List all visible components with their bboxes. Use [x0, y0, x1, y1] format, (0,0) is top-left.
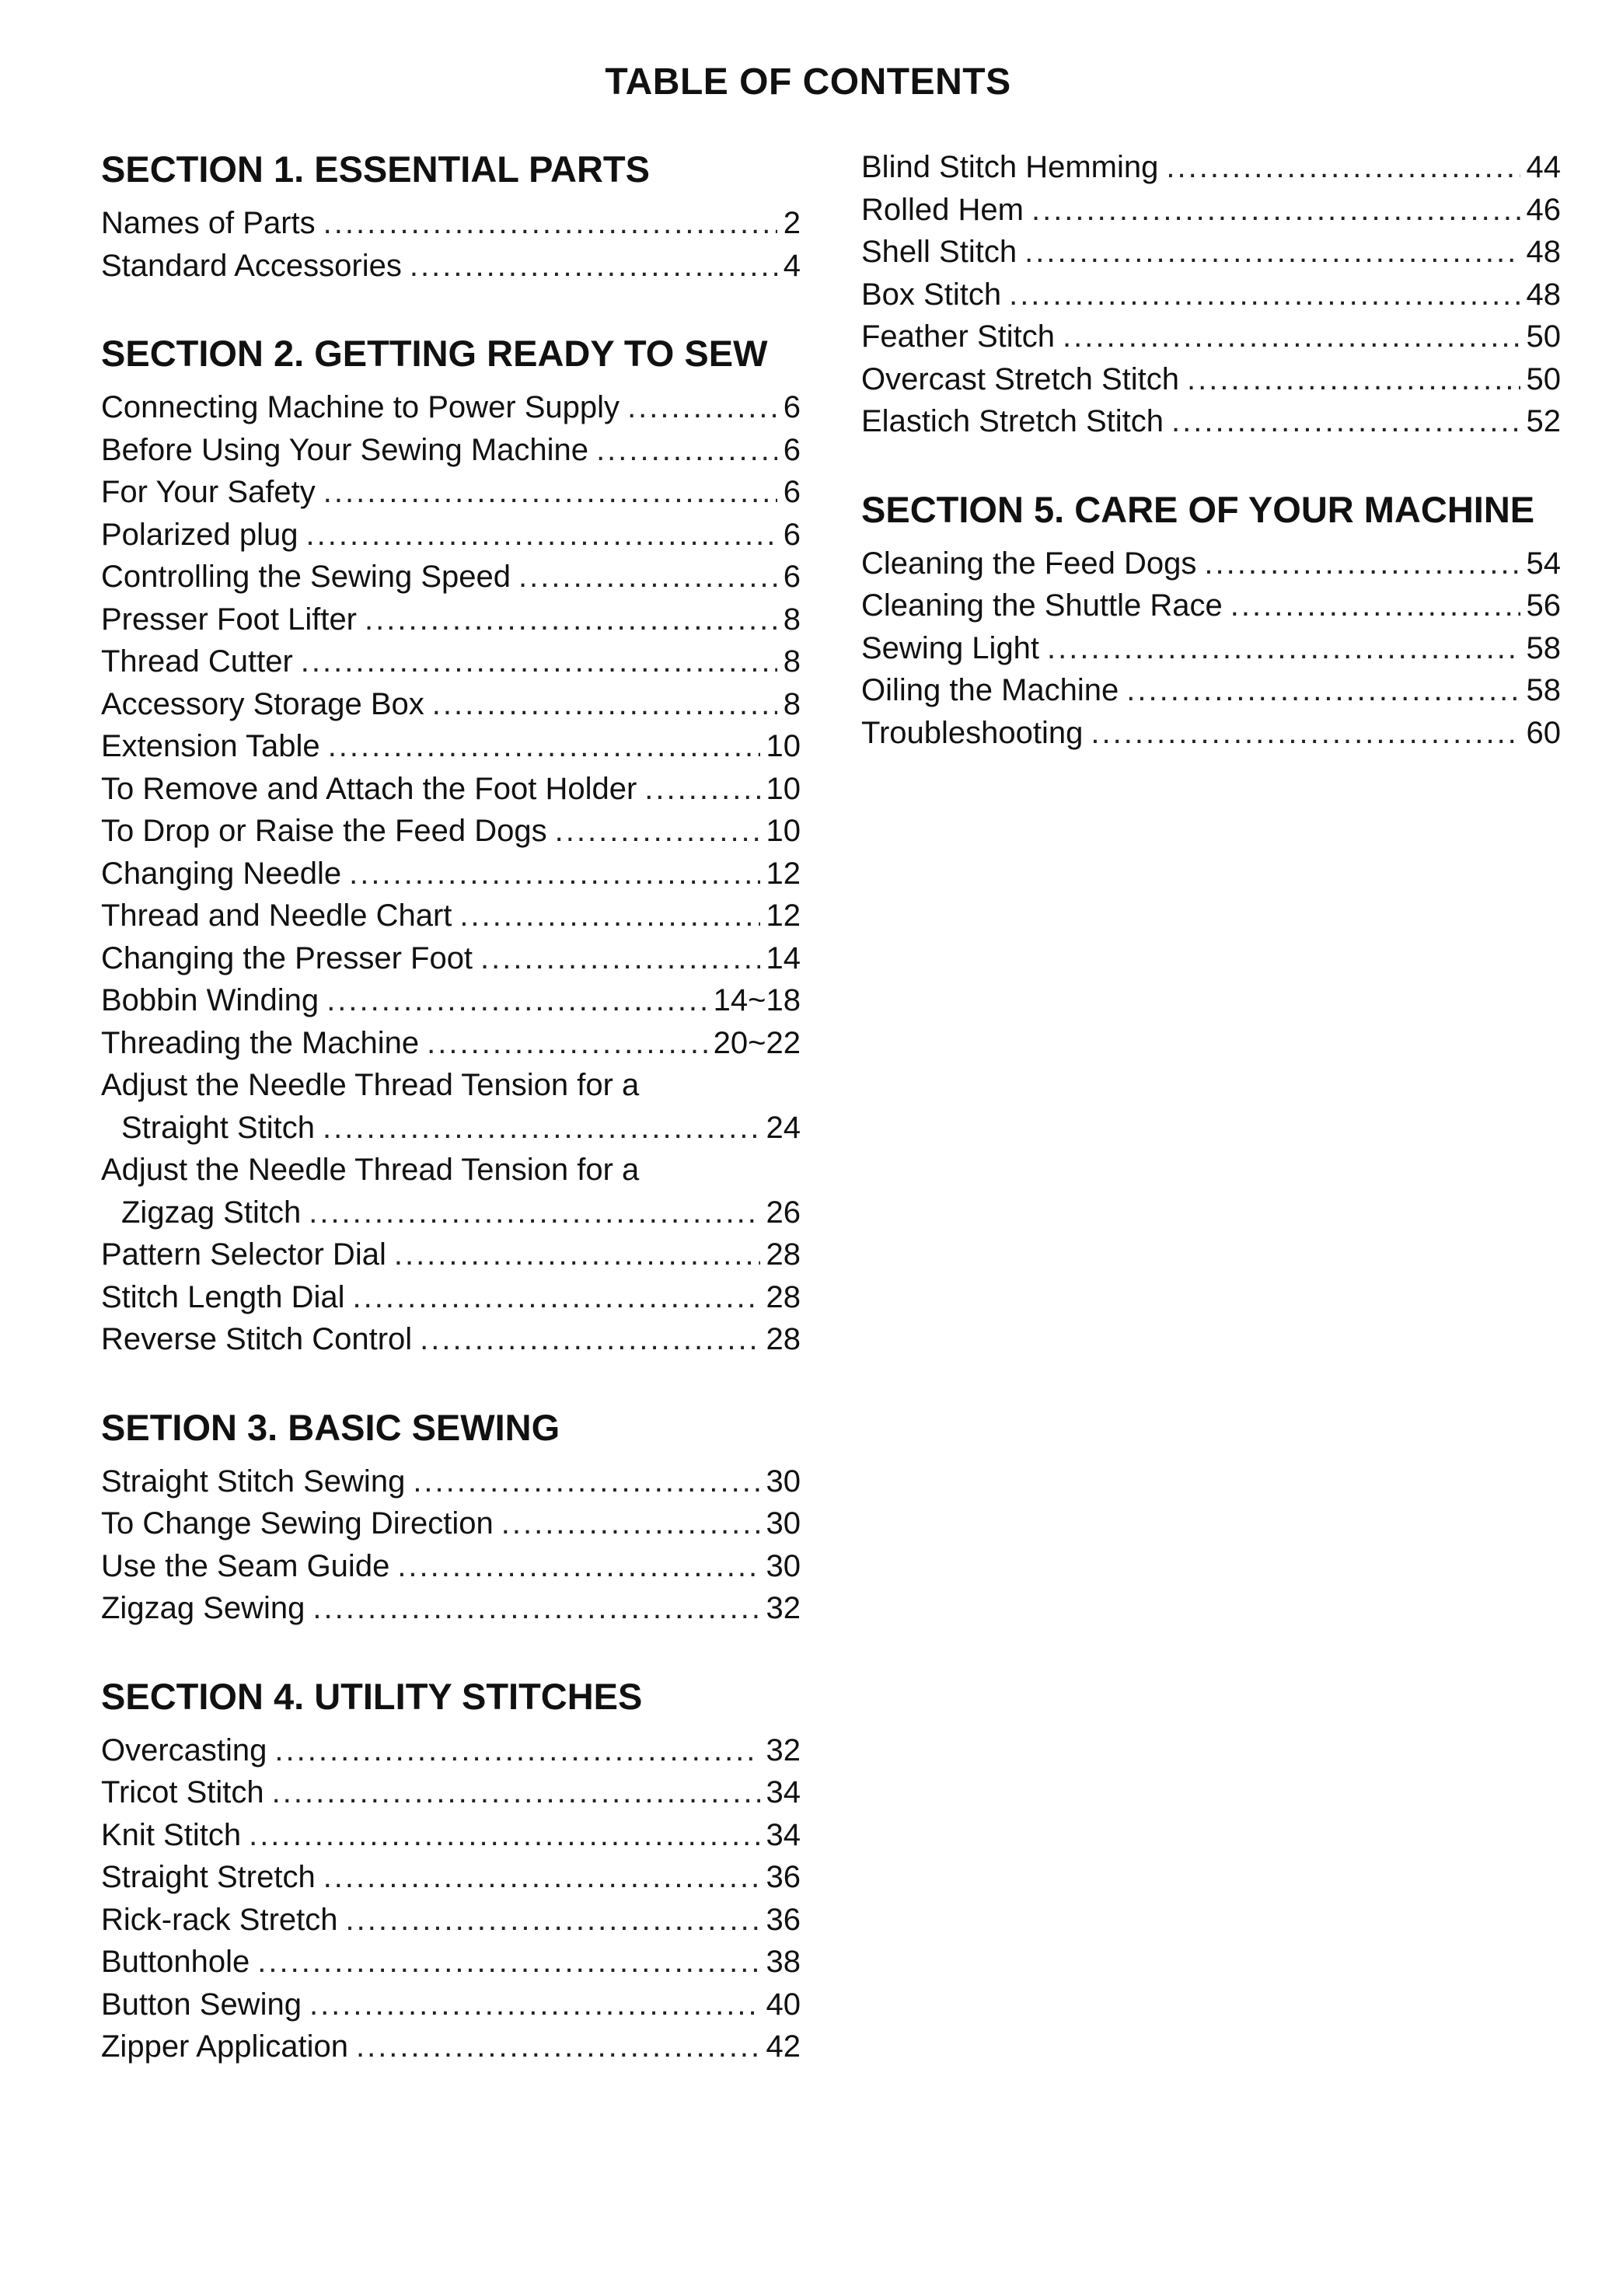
dot-leader: [1009, 274, 1520, 316]
entry-page-number: 54: [1526, 546, 1561, 581]
entry-label: Connecting Machine to Power Supply: [101, 390, 620, 424]
dot-leader: [1063, 316, 1520, 358]
entry-label: Accessory Storage Box: [101, 686, 424, 721]
dot-leader: [323, 471, 777, 514]
entry-label: Stitch Length Dial: [101, 1279, 345, 1314]
entry-label: Zigzag Stitch: [121, 1195, 302, 1230]
toc-entry[interactable]: [101, 937, 801, 980]
dot-leader: [627, 386, 777, 429]
toc-entry[interactable]: [861, 358, 1561, 401]
toc-entry[interactable]: [861, 400, 1561, 443]
toc-entry[interactable]: [861, 712, 1561, 755]
entry-label: Reverse Stitch Control: [101, 1322, 413, 1356]
entry-label: For Your Safety: [101, 475, 316, 509]
toc-entry[interactable]: [101, 853, 801, 895]
entry-label: Thread Cutter: [101, 644, 293, 679]
toc-entry[interactable]: [861, 584, 1561, 627]
dot-leader: [1230, 584, 1520, 627]
entry-page-number: 58: [1526, 630, 1561, 665]
entry-label: Changing Needle: [101, 856, 342, 891]
entry-page-number: 48: [1526, 235, 1561, 269]
entry-page-number: 6: [783, 475, 801, 509]
dot-leader: [1187, 358, 1520, 401]
entry-label: Straight Stretch: [101, 1860, 316, 1894]
entry-label: Extension Table: [101, 729, 320, 763]
dot-leader: [353, 1276, 760, 1319]
toc-entry[interactable]: [101, 1022, 801, 1065]
entry-label: Cleaning the Feed Dogs: [861, 546, 1197, 581]
entry-label: Shell Stitch: [861, 235, 1017, 269]
toc-section-4: [101, 1673, 801, 2068]
toc-entry[interactable]: [101, 1856, 801, 1899]
dot-leader: [501, 1502, 760, 1545]
entry-label: Polarized plug: [101, 517, 298, 552]
entry-page-number: 8: [783, 686, 801, 721]
entry-label: Oiling the Machine: [861, 673, 1119, 707]
toc-entry[interactable]: [101, 1545, 801, 1588]
toc-section-3: [101, 1404, 801, 1630]
toc-entry[interactable]: [101, 429, 801, 472]
toc-entry-continuation: [101, 1107, 801, 1150]
toc-entry[interactable]: [101, 725, 801, 768]
dot-leader: [249, 1814, 759, 1857]
entry-label: Thread and Needle Chart: [101, 899, 452, 933]
entry-page-number: 52: [1526, 404, 1561, 438]
entry-page-number: 32: [766, 1591, 801, 1625]
toc-entry-multiline[interactable]: [101, 1064, 801, 1149]
toc-entry[interactable]: [101, 1460, 801, 1503]
entry-label: Before Using Your Sewing Machine: [101, 432, 589, 467]
dot-leader: [323, 1856, 760, 1899]
toc-section-2: [101, 330, 801, 1361]
section-title: SECTION 1. ESSENTIAL PARTS: [101, 148, 650, 190]
entry-page-number: 36: [766, 1902, 801, 1937]
dot-leader: [323, 1107, 759, 1150]
entry-page-number: 8: [783, 602, 801, 637]
toc-entry[interactable]: [861, 274, 1561, 316]
dot-leader: [312, 1587, 759, 1630]
entry-label: Troubleshooting: [861, 715, 1084, 750]
toc-entry[interactable]: [861, 189, 1561, 232]
dot-leader: [410, 245, 777, 288]
toc-entry[interactable]: [101, 556, 801, 598]
entry-page-number: 48: [1526, 277, 1561, 312]
entry-label: To Drop or Raise the Feed Dogs: [101, 814, 547, 848]
entry-page-number: 6: [783, 432, 801, 467]
toc-section-1: [101, 146, 801, 287]
toc-entry[interactable]: [101, 1899, 801, 1942]
entry-label: Rick-rack Stretch: [101, 1902, 338, 1937]
toc-entry[interactable]: [861, 231, 1561, 274]
entry-label: Presser Foot Lifter: [101, 602, 358, 637]
entry-page-number: 12: [766, 856, 801, 891]
entry-page-number: 46: [1526, 192, 1561, 227]
dot-leader: [1166, 146, 1520, 189]
dot-leader: [274, 1729, 759, 1772]
entry-label: Button Sewing: [101, 1987, 302, 2022]
entry-label: Cleaning the Shuttle Race: [861, 588, 1223, 623]
dot-leader: [272, 1771, 760, 1814]
entry-label: Changing the Presser Foot: [101, 940, 473, 975]
dot-leader: [349, 853, 759, 895]
entry-page-number: 8: [783, 644, 801, 679]
dot-leader: [301, 640, 777, 683]
entry-page-number: 34: [766, 1817, 801, 1852]
section-title: SETION 3. BASIC SEWING: [101, 1406, 560, 1448]
toc-entry[interactable]: [101, 1941, 801, 1984]
toc-entry[interactable]: [101, 1587, 801, 1630]
entry-label: Sewing Light: [861, 630, 1040, 665]
toc-left-column: [101, 146, 801, 2112]
dot-leader: [397, 1545, 759, 1588]
toc-entry[interactable]: [861, 543, 1561, 585]
toc-entry-multiline[interactable]: [101, 1149, 801, 1233]
entry-page-number: 28: [766, 1322, 801, 1356]
entry-page-number: 2: [783, 206, 801, 240]
entry-page-number: 56: [1526, 588, 1561, 623]
dot-leader: [346, 1899, 760, 1942]
dot-leader: [459, 895, 759, 937]
entry-page-number: 36: [766, 1860, 801, 1894]
toc-entry[interactable]: [101, 245, 801, 288]
entry-page-number: 42: [766, 2029, 801, 2064]
entry-page-number: 34: [766, 1775, 801, 1809]
dot-leader: [1091, 712, 1520, 755]
toc-entry[interactable]: [101, 386, 801, 429]
entry-page-number: 14: [766, 940, 801, 975]
toc-entry[interactable]: [101, 471, 801, 514]
toc-entry[interactable]: [861, 627, 1561, 670]
entry-label: Rolled Hem: [861, 192, 1024, 227]
toc-entry[interactable]: [101, 1814, 801, 1857]
entry-page-number: 32: [766, 1732, 801, 1767]
dot-leader: [1126, 669, 1520, 712]
toc-entry[interactable]: [101, 810, 801, 853]
toc-entry[interactable]: [861, 146, 1561, 189]
entry-page-number: 44: [1526, 150, 1561, 184]
dot-leader: [309, 1984, 760, 2026]
entry-page-number: 6: [783, 390, 801, 424]
entry-label: Overcast Stretch Stitch: [861, 361, 1180, 396]
dot-leader: [257, 1941, 759, 1984]
dot-leader: [323, 202, 777, 245]
dot-leader: [356, 2026, 760, 2068]
toc-entry[interactable]: [101, 683, 801, 726]
entry-page-number: 24: [766, 1110, 801, 1145]
entry-label: Straight Stitch Sewing: [101, 1464, 406, 1499]
dot-leader: [1204, 543, 1520, 585]
dot-leader: [555, 810, 760, 853]
section-title: SECTION 4. UTILITY STITCHES: [101, 1675, 643, 1717]
dot-leader: [420, 1318, 759, 1361]
toc-entry[interactable]: [101, 2026, 801, 2068]
entry-page-number: 14~18: [713, 983, 801, 1017]
entry-page-number: 6: [783, 560, 801, 594]
entry-label: Pattern Selector Dial: [101, 1237, 386, 1272]
toc-entry[interactable]: [101, 979, 801, 1022]
toc-entry[interactable]: [101, 1502, 801, 1545]
dot-leader: [309, 1192, 759, 1234]
dot-leader: [306, 514, 777, 557]
toc-right-column: [861, 146, 1561, 797]
section-title: SECTION 2. GETTING READY TO SEW: [101, 333, 768, 374]
toc-entry[interactable]: [101, 202, 801, 245]
toc-entry[interactable]: [101, 768, 801, 811]
toc-entry-continuation: [101, 1192, 801, 1234]
entry-label: To Change Sewing Direction: [101, 1506, 494, 1541]
entry-page-number: 10: [766, 814, 801, 848]
entry-page-number: 26: [766, 1195, 801, 1230]
dot-leader: [1047, 627, 1520, 670]
entry-label: Bobbin Winding: [101, 983, 319, 1017]
entry-page-number: 6: [783, 517, 801, 552]
toc-entry[interactable]: [101, 598, 801, 641]
entry-page-number: 30: [766, 1548, 801, 1583]
entry-label: To Remove and Attach the Foot Holder: [101, 771, 637, 806]
entry-page-number: 4: [783, 248, 801, 283]
entry-page-number: 20~22: [713, 1025, 801, 1060]
toc-section-5: [861, 487, 1561, 755]
toc-entry[interactable]: [101, 514, 801, 557]
entry-page-number: 12: [766, 899, 801, 933]
entry-page-number: 50: [1526, 361, 1561, 396]
entry-label-line1: Adjust the Needle Thread Tension for a: [101, 1068, 640, 1102]
toc-entry[interactable]: [861, 669, 1561, 712]
toc-entry[interactable]: [101, 1771, 801, 1814]
entry-label: Tricot Stitch: [101, 1775, 264, 1809]
dot-leader: [644, 768, 759, 811]
dot-leader: [413, 1460, 759, 1503]
entry-page-number: 38: [766, 1945, 801, 1979]
entry-page-number: 28: [766, 1237, 801, 1272]
dot-leader: [427, 1022, 707, 1065]
toc-entry[interactable]: [101, 640, 801, 683]
entry-page-number: 58: [1526, 673, 1561, 707]
dot-leader: [1031, 189, 1520, 232]
entry-page-number: 40: [766, 1987, 801, 2022]
entry-label: Blind Stitch Hemming: [861, 150, 1159, 184]
toc-section-4-continued: [861, 146, 1561, 443]
toc-entry[interactable]: [101, 1318, 801, 1361]
entry-label: Controlling the Sewing Speed: [101, 560, 511, 594]
entry-label: Use the Seam Guide: [101, 1548, 390, 1583]
entry-label: Zipper Application: [101, 2029, 348, 2064]
dot-leader: [1171, 400, 1520, 443]
entry-page-number: 50: [1526, 319, 1561, 354]
section-title: SECTION 5. CARE OF YOUR MACHINE: [861, 488, 1535, 530]
toc-entry[interactable]: [101, 1233, 801, 1276]
dot-leader: [432, 683, 777, 726]
entry-page-number: 10: [766, 729, 801, 763]
toc-entry[interactable]: [101, 895, 801, 937]
entry-page-number: 10: [766, 771, 801, 806]
toc-entry[interactable]: [101, 1276, 801, 1319]
entry-label: Elastich Stretch Stitch: [861, 404, 1164, 438]
toc-entry[interactable]: [101, 1984, 801, 2026]
entry-page-number: 28: [766, 1279, 801, 1314]
entry-page-number: 30: [766, 1506, 801, 1541]
entry-label: Zigzag Sewing: [101, 1591, 305, 1625]
entry-page-number: 30: [766, 1464, 801, 1499]
entry-label: Standard Accessories: [101, 248, 402, 283]
toc-entry[interactable]: [861, 316, 1561, 358]
dot-leader: [365, 598, 777, 641]
dot-leader: [1024, 231, 1520, 274]
entry-label: Buttonhole: [101, 1945, 250, 1979]
dot-leader: [518, 556, 777, 598]
entry-label: Box Stitch: [861, 277, 1002, 312]
dot-leader: [596, 429, 777, 472]
dot-leader: [328, 725, 760, 768]
entry-label-line1: Adjust the Needle Thread Tension for a: [101, 1153, 640, 1187]
page-title: TABLE OF CONTENTS: [605, 61, 1011, 103]
entry-label: Knit Stitch: [101, 1817, 242, 1852]
dot-leader: [480, 937, 759, 980]
entry-label: Feather Stitch: [861, 319, 1056, 354]
entry-label: Overcasting: [101, 1732, 267, 1767]
dot-leader: [326, 979, 707, 1022]
entry-label: Threading the Machine: [101, 1025, 420, 1060]
toc-entry[interactable]: [101, 1729, 801, 1772]
entry-label: Names of Parts: [101, 206, 316, 240]
dot-leader: [394, 1233, 760, 1276]
entry-page-number: 60: [1526, 715, 1561, 750]
entry-label: Straight Stitch: [121, 1110, 316, 1145]
